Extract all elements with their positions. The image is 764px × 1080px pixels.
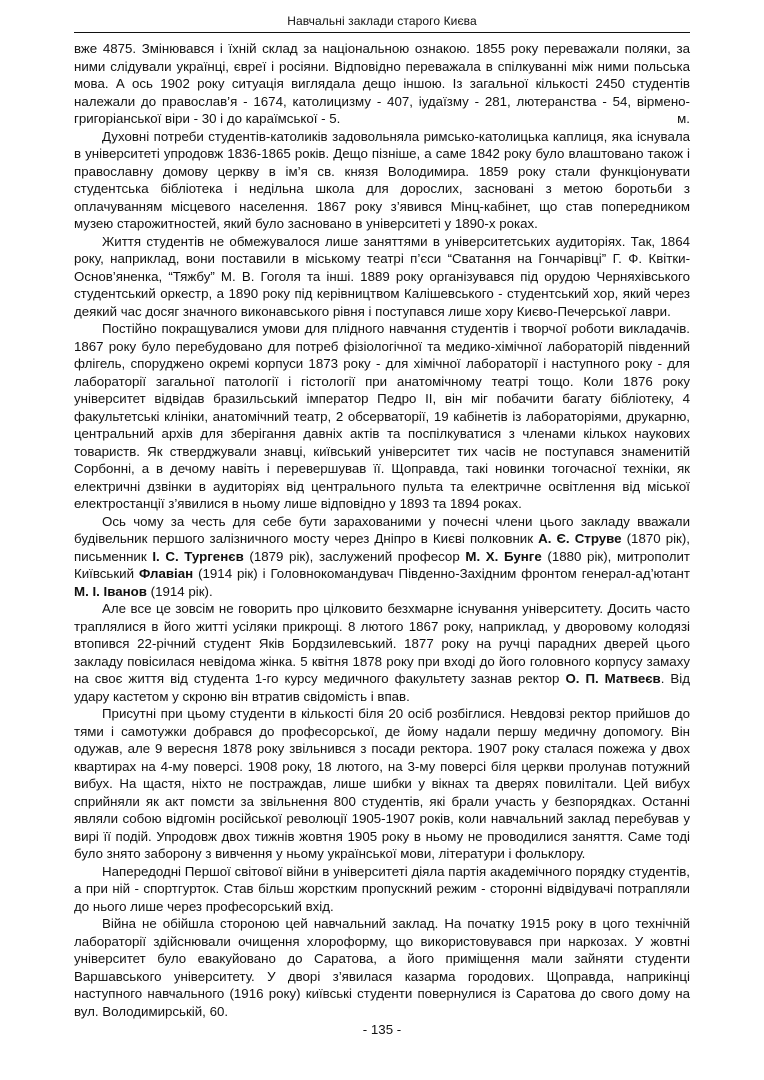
header-title: Навчальні заклади старого Києва [287, 14, 477, 28]
running-header [0, 12, 764, 30]
incidents-tail: . Від удару кастетом у скроню він втратив свідомість і впав. [74, 671, 690, 704]
honors-text: Ось чому за честь для себе бути зарахованими у почесні члени цього закладу вважали будівельник першого залізничного мосту через Дніпро в Києві полковник [74, 513, 690, 546]
incidents-text: Але все це зовсім не говорить про цілковито безхмарне існування університету. Досить часто траплялися в його житті усіляки прикрощі. 8 лютого 1867 року, наприклад, у дворовому колодязі втопився 22-річний студент Яків Бордзилевський. 1877 року на ручці парадних дверей цього закладу повісилася невідома жінка. 5 квітня 1878 року при вході до його головного корпусу замаху на своє життя від студента 1-го курсу медичного факультету зазнав ректор [74, 601, 690, 686]
paragraph-2: Духовні потреби студентів-католиків задовольняла римсько-католицька каплиця, яка існувала в університеті упродовж 1836-1865 років. Дещо пізніше, а саме 1842 року було влаштовано також і православну домову церкву в ім’я св. князя Володимира. 1859 року стали функціонувати студентська бібліотека і недільна школа для дорослих, засновані з метою боротьби з оплачуванням місцевого населення. 1867 року з’явився Мінц-кабінет, що став попередником музею старожитностей, який було засновано в університеті у 1890-х роках. [74, 128, 690, 231]
header-rule [74, 32, 690, 33]
paragraph-1-text: вже 4875. Змінювався і їхній склад за національною ознакою. 1855 року переважали поляки, за ними слідували українці, євреї і росіяни. Відповідно переважала в спілкуванні між ними польська мова. А ось 1902 року ситуація виглядала дещо іншою. Із загальної кількості 2450 студентів належали до православ’я - 1674, католицизму - 407, іудаїзму - 281, лютеранства - 54, вірмено-григоріанської віри - 30 і до караїмської - 5. [74, 41, 690, 126]
paragraph-3: Життя студентів не обмежувалося лише заняттями в університетських аудиторіях. Так, 1864 року, наприклад, вони поставили в міському театрі п’єси “Сватання на Гончарівці” Г. Ф. Квітки-Основ’яненка, “Тяжбу” М. В. Гоголя та інші. 1889 року організувався під орудою Черняхівського студентський оркестр, а 1890 року під керівництвом Калішевського - студентський хор, який через деякий час досяг значного виконавського рівня і поступався лише хору Києво-Печерської лаври. [74, 233, 690, 319]
honors-text: (1914 рік) і Головнокомандувач Південно-Західним фронтом генерал-ад’ютант [193, 566, 690, 581]
page-number: - 135 - [362, 1022, 402, 1037]
honors-text: (1880 рік), митрополит Київський [74, 548, 691, 581]
paragraph-8: Напередодні Першої світової війни в університеті діяла партія академічного порядку студентів, а при ній - спортгурток. Став більш жорстким пропускний режим - сторонні відвідувачі потрапляли до нього лише через професорський вхід. [74, 863, 690, 914]
name-struve: А. Є. Струве [538, 531, 622, 546]
honors-text: (1879 рік), заслужений професор [243, 548, 466, 564]
paragraph-1-tail: м. [677, 111, 690, 126]
paragraph-honors [74, 513, 690, 601]
name-flavian: Флавіан [138, 566, 194, 581]
paragraph-7: Присутні при цьому студенти в кількості біля 20 осіб розбіглися. Невдовзі ректор прийшов до тями і самотужки добрався до професорської, де йому надали першу медичну допомогу. Він одужав, але 9 вересня 1878 року звільнився з посади ректора. 1907 року сталася пожежа у двох квартирах на 4-му поверсі. 1908 року, 18 лютого, на 3-му поверсі біля церкви пролунав потужний вибух. На щастя, ніхто не постраждав, лише шибки у вікнах та дверях повилітали. Цей вибух сприйняли як акт помсти за звільнення 800 студентів, які брали участь у безпорядках. Останні являли собою відгомін російської революції 1905-1907 років, коли навчальний заклад перебував у вирі її подій. Упродовж двох тижнів жовтня 1905 року в ньому не проводилися заняття. Саме тоді було знято заборону з вивчення у ньому української мови, літератури і фольклору. [74, 706, 690, 861]
paragraph-9: Війна не обійшла стороною цей навчальний заклад. На початку 1915 року в цого технічній лабораторії здійснювали очищення хлороформу, що використовувався при наркозах. У жовтні університет було евакуйовано до Саратова, а його приміщення мали зайняти студенти Варшавського університету. У дворі з’явилася казарма городових. Щоправда, наприкінці наступного навчального (1916 року) київські студенти повернулися із Саратова до свого дому на вул. Володимирській, 60. [74, 916, 690, 1019]
name-turgenev: І. С. Тургенєв [152, 548, 244, 564]
paragraph-incidents [74, 600, 690, 705]
paragraph-1 [74, 40, 690, 128]
honors-text: (1870 рік), письменник [74, 531, 690, 564]
name-ivanov: М. І. Іванов [74, 583, 147, 599]
paragraph-4: Постійно покращувалися умови для плідного навчання студентів і творчої роботи викладачів. 1867 року було перебудовано для потреб фізіологічної та медико-хімічної лабораторій південний флігель, споруджено окремі корпуси 1873 року - для хімічної лабораторії і наступного року - для лабораторії загальної патології і гістології при анатомічному театрі тощо. Коли 1876 року університет відвідав бразильський імператор Педро ІІ, він міг побачити багату бібліотеку, 4 факультетські клініки, анатомічний театр, 2 обсерваторії, 19 кабінетів із лабораторіями, друкарню, центральний архів для зберігання давніх актів та поспілкуватися з членами кількох наукових товариств. Як стверджували знавці, київський університет тих часів не поступався знаменитій Сорбонні, а в дечому навіть і перевершував її. Щоправда, такі новинки тогочасної техніки, як електричні дзвінки в аудиторіях від центрального пульта та електричне освітлення від міської електростанції з’явилися в ньому лише відповідно у 1893 та 1894 роках. [74, 321, 690, 511]
page-body [74, 40, 690, 1020]
name-matveev: О. П. Матвеєв [565, 671, 661, 686]
honors-text: (1914 рік). [146, 583, 213, 599]
name-bunge: М. Х. Бунге [465, 548, 542, 564]
